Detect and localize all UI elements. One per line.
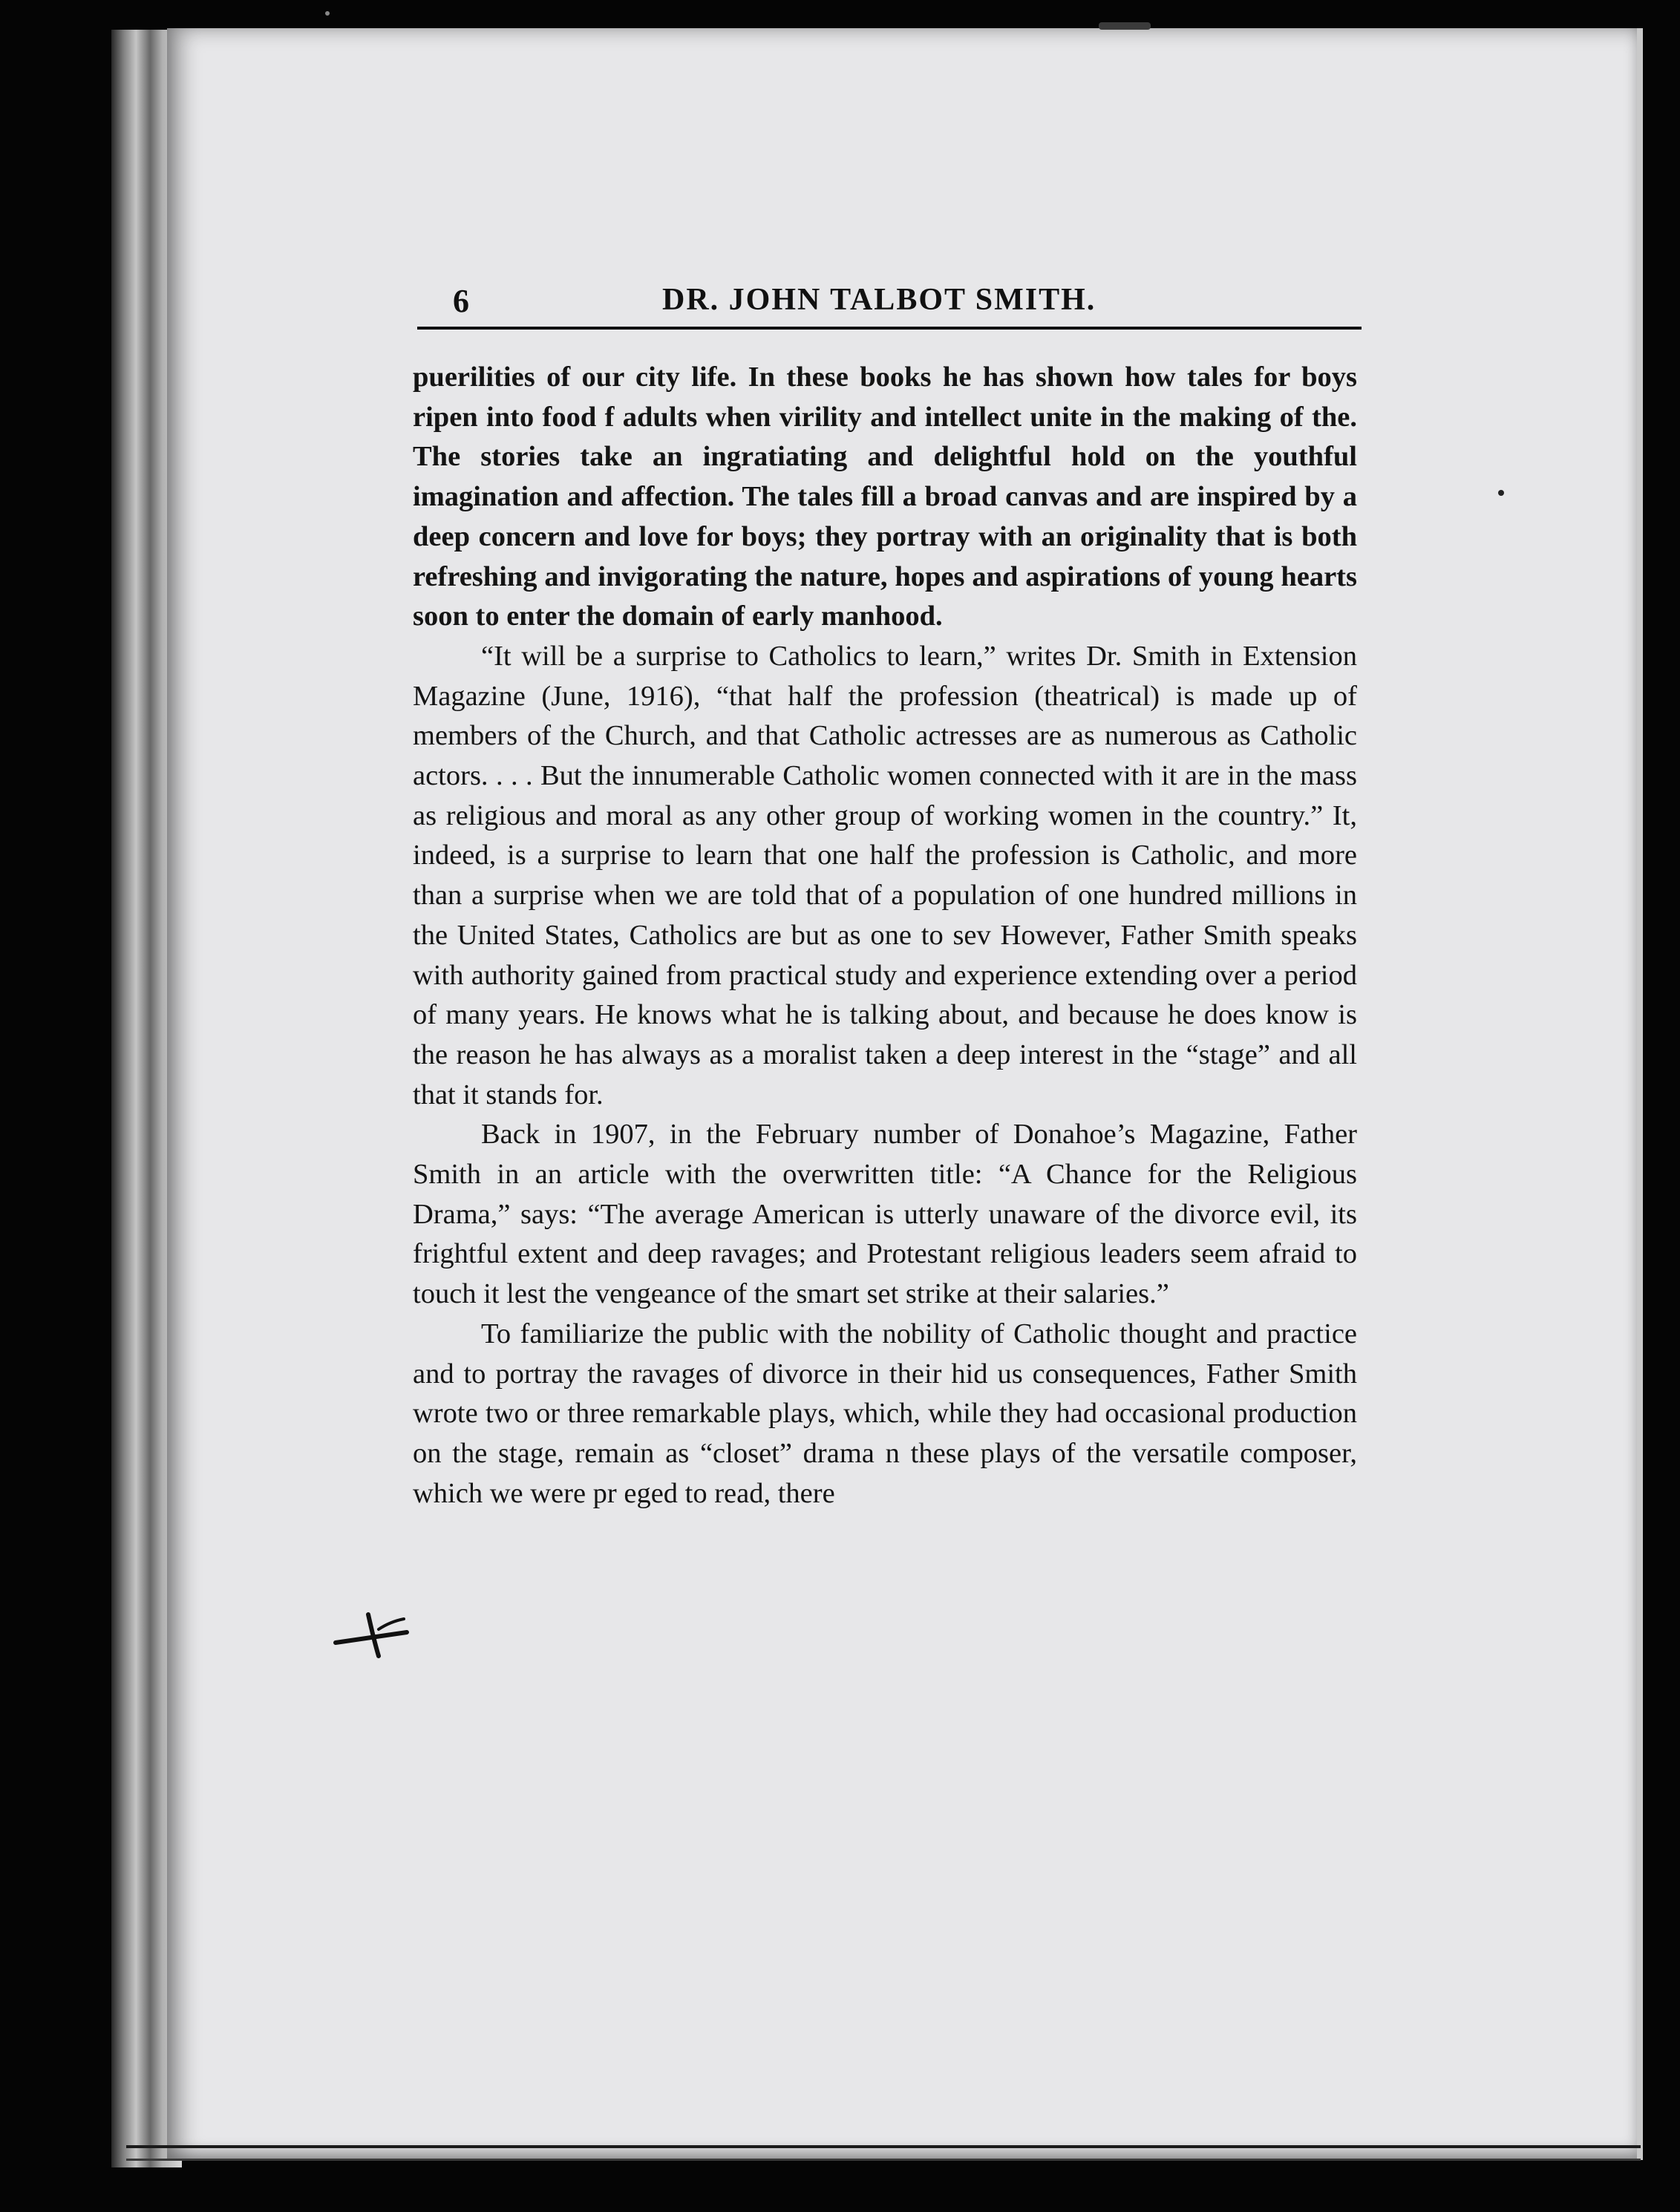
paragraph-4: To familiarize the public with the nobility of Catholic thought and practice and to portray the ravages of divorce in their hid us consequences, Father Smith wrote two or three remarkable plays, which, while they had occasional production on the stage, remain as “closet” drama n these plays of the versatile composer, which we were pr eged to read, there: [413, 1318, 1357, 1509]
page-number: 6: [453, 283, 469, 319]
body-text: [413, 358, 1357, 1514]
page-right-edge: [1637, 28, 1643, 2160]
film-notch: [1099, 22, 1151, 30]
page-bottom-edge: [126, 2145, 1641, 2161]
running-title: DR. JOHN TALBOT SMITH.: [662, 283, 1096, 317]
page-header: [417, 276, 1362, 328]
handwritten-cross-mark: [333, 1607, 411, 1659]
film-speck: [1498, 490, 1504, 496]
film-speck: [325, 11, 330, 16]
header-rule: [417, 327, 1362, 330]
paragraph-2: “It will be a surprise to Catholics to learn,” writes Dr. Smith in Extension Magazine (June, 1916), “that half the profession (theatrical) is made up of members of the Church, and that Catholic actresses are as numerous as Catholic actors. . . . But the innumerable Catholic women connected with it are in the mass as religious and moral as any other group of working women in the country.” It, indeed, is a surprise to learn that one half the profession is Catholic, and more than a surprise when we are told that of a population of one hundred millions in the United States, Catholics are but as one to sev However, Father Smith speaks with authority gained from practical study and experience extending over a period of many years. He knows what he is talking about, and because he does know is the reason he has always as a moralist taken a deep interest in the “stage” and all that it stands for.: [413, 640, 1357, 1110]
paragraph-3: Back in 1907, in the February number of Donahoe’s Magazine, Father Smith in an article with the overwritten title: “A Chance for the Religious Drama,” says: “The average American is utterly unaware of the divorce evil, its frightful extent and deep ravages; and Protestant religious leaders seem afraid to touch it lest the vengeance of the smart set strike at their salaries.”: [413, 1119, 1357, 1310]
paragraph-1: puerilities of our city life. In these books he has shown how tales for boys ripen into food f adults when virility and intellect unite in the making of the. The stories take an ingratiating and delightful hold on the youthful imagination and affection. The tales fill a broad canvas and are inspired by a deep concern and love for boys; they portray with an originality that is both refreshing and invigorating the nature, hopes and aspirations of young hearts soon to enter the domain of early manhood.: [413, 361, 1357, 632]
